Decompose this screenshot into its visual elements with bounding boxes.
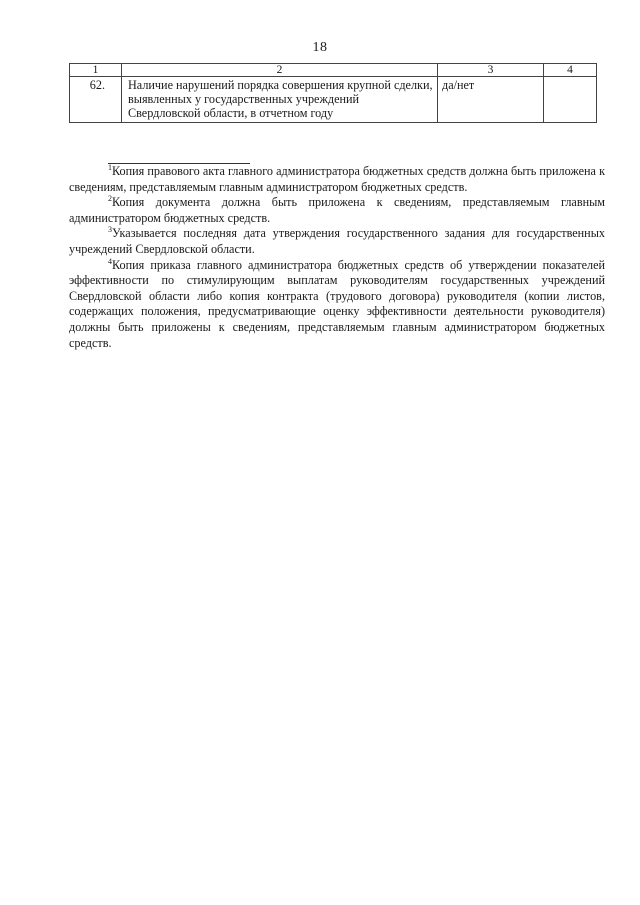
table-header-cell: 4 xyxy=(544,64,597,77)
row-number-cell: 62. xyxy=(70,77,122,123)
footnote-mark: 4 xyxy=(108,256,112,266)
footnote-mark: 2 xyxy=(108,194,112,204)
footnote-2 xyxy=(69,195,605,226)
footnote-4 xyxy=(69,258,605,352)
footnote-3 xyxy=(69,226,605,257)
table-row xyxy=(70,77,597,123)
table-header-cell: 3 xyxy=(438,64,544,77)
footnote-text: Копия документа должна быть приложена к сведениям, представляемым главным администратором бюджетных средств. xyxy=(69,195,605,225)
footnote-mark: 3 xyxy=(108,225,112,235)
table-header-cell: 1 xyxy=(70,64,122,77)
footnotes xyxy=(69,164,605,351)
table-header-row xyxy=(70,64,597,77)
row-note-cell xyxy=(544,77,597,123)
footnote-text: Указывается последняя дата утверждения государственного задания для государственных учреждений Свердловской области. xyxy=(69,226,605,256)
table-header-cell: 2 xyxy=(122,64,438,77)
row-value-cell: да/нет xyxy=(438,77,544,123)
footnote-1 xyxy=(69,164,605,195)
row-description-cell: Наличие нарушений порядка совершения крупной сделки, выявленных у государственных учреждений Свердловской области, в отчетном году xyxy=(122,77,438,123)
footnote-mark: 1 xyxy=(108,163,112,172)
indicator-table xyxy=(69,63,597,123)
page-number: 18 xyxy=(312,40,328,55)
footnote-text: Копия правового акта главного администратора бюджетных средств должна быть приложена к сведениям, представляемым главным администратором бюджетных средств. xyxy=(69,164,605,194)
footnote-text: Копия приказа главного администратора бюджетных средств об утверждении показателей эффективности по стимулирующим выплатам руководителям государственных учреждений Свердловской области либо копия контракта (трудового договора) руководителя (копии листов, содержащих положения, предусматривающие оценку эффективности деятельности руководителя) должны быть приложены к сведениям, представляемым главным администратором бюджетных средств. xyxy=(69,257,605,350)
